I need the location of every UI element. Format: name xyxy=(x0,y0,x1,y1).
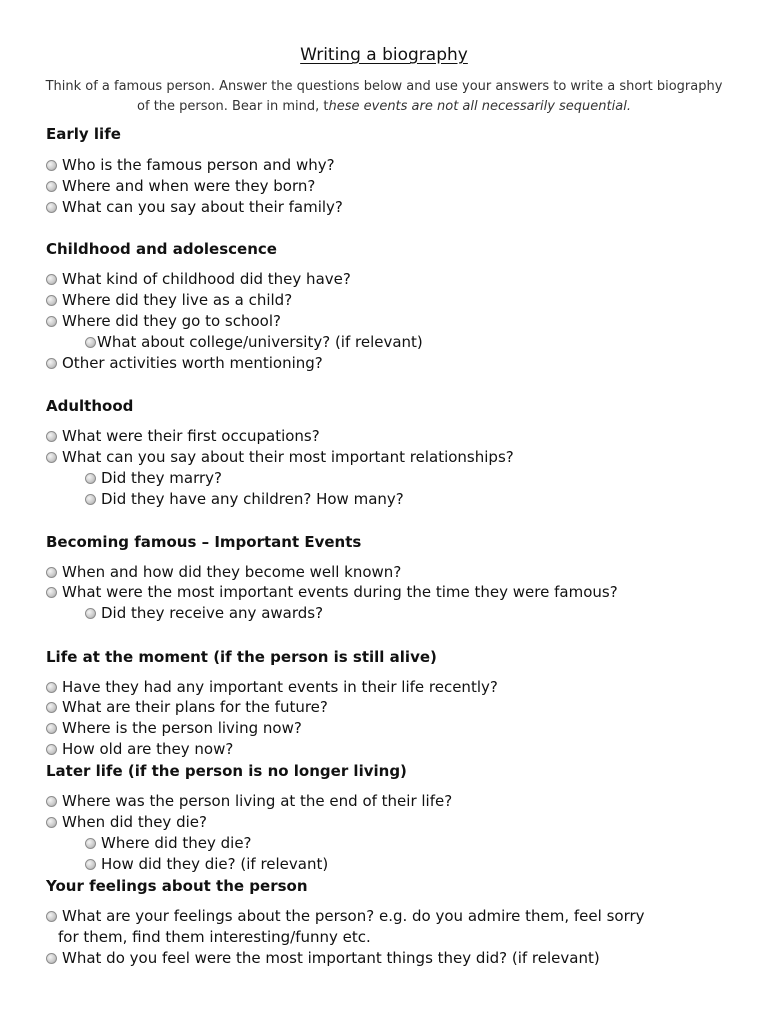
radio-bullet-icon xyxy=(46,744,57,755)
radio-bullet-icon xyxy=(46,358,57,369)
list-item: How old are they now? xyxy=(46,739,233,760)
radio-bullet-icon xyxy=(85,838,96,849)
sub-list-item: Did they have any children? How many? xyxy=(85,489,404,510)
radio-bullet-icon xyxy=(46,452,57,463)
list-item: Where and when were they born? xyxy=(46,176,315,197)
radio-bullet-icon xyxy=(46,587,57,598)
list-item: What were the most important events during the time they were famous? xyxy=(46,582,618,603)
list-item: Who is the famous person and why? xyxy=(46,155,335,176)
list-item: Where was the person living at the end of their life? xyxy=(46,791,452,812)
list-item: When and how did they become well known? xyxy=(46,562,401,583)
radio-bullet-icon xyxy=(46,181,57,192)
sub-list-item: How did they die? (if relevant) xyxy=(85,854,328,875)
radio-bullet-icon xyxy=(85,859,96,870)
radio-bullet-icon xyxy=(46,431,57,442)
radio-bullet-icon xyxy=(46,274,57,285)
section-heading-becoming-famous: Becoming famous – Important Events xyxy=(46,533,362,551)
sub-list-item: What about college/university? (if relevant) xyxy=(85,332,423,353)
list-item: What were their first occupations? xyxy=(46,426,320,447)
list-item: What can you say about their most important relationships? xyxy=(46,447,514,468)
radio-bullet-icon xyxy=(46,796,57,807)
list-item: When did they die? xyxy=(46,812,207,833)
radio-bullet-icon xyxy=(85,473,96,484)
intro-paragraph xyxy=(40,77,728,117)
list-item: Have they had any important events in their life recently? xyxy=(46,677,498,698)
radio-bullet-icon xyxy=(46,567,57,578)
radio-bullet-icon xyxy=(85,494,96,505)
list-item: Where did they live as a child? xyxy=(46,290,292,311)
section-heading-life-at-the-moment: Life at the moment (if the person is still alive) xyxy=(46,648,437,666)
list-item-continuation: for them, find them interesting/funny etc. xyxy=(58,928,371,946)
section-heading-later-life: Later life (if the person is no longer living) xyxy=(46,762,407,780)
intro-text: Think of a famous person. Answer the questions below and use your answers to write a short biography of the person. Bear in mind, t xyxy=(45,79,723,114)
sub-list-item: Did they receive any awards? xyxy=(85,603,323,624)
list-item: What can you say about their family? xyxy=(46,197,343,218)
page-title: Writing a biography xyxy=(300,45,468,65)
section-heading-early-life: Early life xyxy=(46,125,121,143)
list-item: Where is the person living now? xyxy=(46,718,302,739)
radio-bullet-icon xyxy=(46,295,57,306)
list-item: What do you feel were the most important things they did? (if relevant) xyxy=(46,948,600,969)
list-item: Where did they go to school? xyxy=(46,311,281,332)
sub-list-item: Where did they die? xyxy=(85,833,252,854)
list-item: What kind of childhood did they have? xyxy=(46,269,351,290)
radio-bullet-icon xyxy=(46,723,57,734)
radio-bullet-icon xyxy=(46,702,57,713)
radio-bullet-icon xyxy=(85,608,96,619)
section-heading-childhood: Childhood and adolescence xyxy=(46,240,277,258)
radio-bullet-icon xyxy=(46,911,57,922)
section-heading-feelings: Your feelings about the person xyxy=(46,877,308,895)
section-heading-adulthood: Adulthood xyxy=(46,397,134,415)
radio-bullet-icon xyxy=(46,953,57,964)
radio-bullet-icon xyxy=(46,160,57,171)
radio-bullet-icon xyxy=(46,817,57,828)
intro-italic-text: hese events are not all necessarily sequential. xyxy=(328,99,631,114)
list-item: What are your feelings about the person? e.g. do you admire them, feel sorry xyxy=(46,906,645,927)
sub-list-item: Did they marry? xyxy=(85,468,222,489)
radio-bullet-icon xyxy=(46,202,57,213)
radio-bullet-icon xyxy=(46,316,57,327)
list-item: Other activities worth mentioning? xyxy=(46,353,323,374)
radio-bullet-icon xyxy=(85,337,96,348)
list-item: What are their plans for the future? xyxy=(46,697,328,718)
radio-bullet-icon xyxy=(46,682,57,693)
